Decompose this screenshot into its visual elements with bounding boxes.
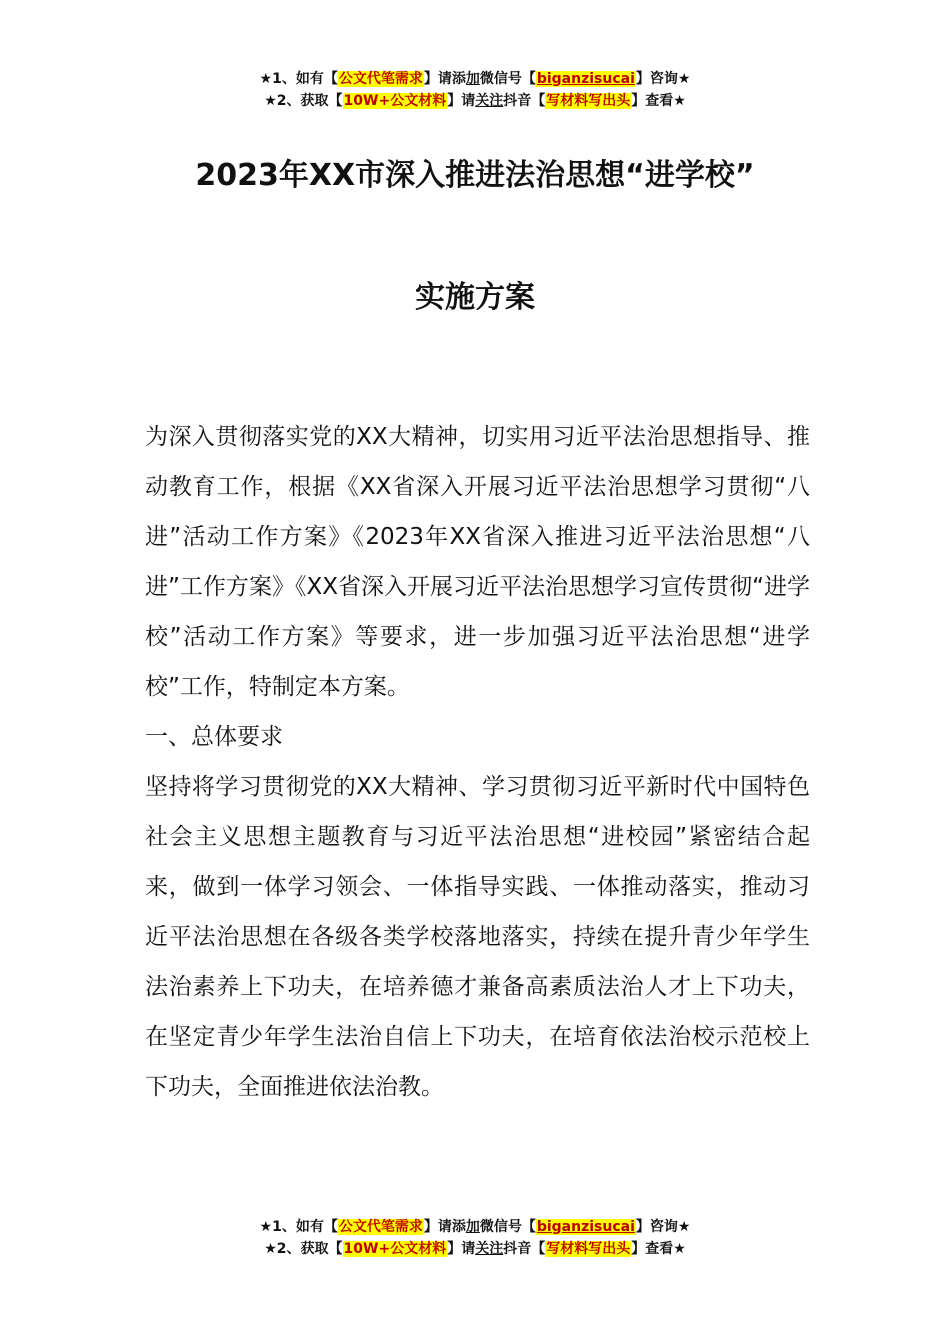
douyin-account-link[interactable]: 写材料写出头 (546, 93, 631, 109)
banner-text: 2、获取【 (276, 1241, 343, 1257)
banner-emphasis: 加 (465, 1219, 480, 1235)
banner-text: 2、获取【 (276, 93, 343, 109)
banner-line-1 (0, 68, 950, 90)
star-icon: ★ (673, 93, 686, 109)
star-icon: ★ (259, 71, 273, 87)
banner-text: 抖音【 (503, 1241, 546, 1257)
wechat-id-link[interactable]: biganzisucai (536, 1219, 635, 1235)
highlight-materials: 10W+公文材料 (343, 93, 447, 109)
banner-emphasis: 关注 (475, 1241, 504, 1257)
star-icon: ★ (264, 1241, 277, 1257)
banner-emphasis: 加 (465, 71, 480, 87)
banner-line-1 (0, 1216, 950, 1238)
banner-text: 】查看 (631, 1241, 674, 1257)
footer-banner (0, 1216, 950, 1260)
banner-text: 微信号【 (479, 71, 536, 87)
section-heading: 一、总体要求 (145, 724, 283, 750)
banner-text: 】咨询 (635, 1219, 678, 1235)
paragraph-requirements: 坚持将学习贯彻党的XX大精神、学习贯彻习近平新时代中国特色社会主义思想主题教育与习近平法治思想“进校园”紧密结合起来，做到一体学习领会、一体指导实践、一体推动落实，推动习近平法治思想在各级各类学校落地落实，持续在提升青少年学生法治素养上下功夫，在培养德才兼备高素质法治人才上下功夫，在坚定青少年学生法治自信上下功夫，在培育依法治校示范校上下功夫，全面推进依法治教。 (145, 774, 810, 1100)
header-banner (0, 68, 950, 112)
star-icon: ★ (673, 1241, 686, 1257)
paragraph-intro: 为深入贯彻落实党的XX大精神，切实用习近平法治思想指导、推动教育工作，根据《XX省深入开展习近平法治思想学习贯彻“八进”活动工作方案》《2023年XX省深入推进习近平法治思想“八进”工作方案》《XX省深入开展习近平法治思想学习宣传贯彻“进学校”活动工作方案》等要求，进一步加强习近平法治思想“进学校”工作，特制定本方案。 (145, 424, 810, 700)
star-icon: ★ (677, 71, 691, 87)
highlight-service: 公文代笔需求 (338, 71, 423, 87)
document-title-line-1: 2023年XX市深入推进法治思想“进学校” (195, 158, 755, 193)
document-body (145, 412, 810, 1112)
banner-text: 】请 (447, 93, 476, 109)
banner-text: 1、如有【 (272, 1219, 338, 1235)
banner-text: 】请添 (423, 1219, 466, 1235)
banner-text: 抖音【 (503, 93, 546, 109)
banner-line-2 (0, 90, 950, 112)
highlight-service: 公文代笔需求 (338, 1219, 423, 1235)
wechat-id-link[interactable]: biganzisucai (536, 71, 635, 87)
douyin-account-link[interactable]: 写材料写出头 (546, 1241, 631, 1257)
star-icon: ★ (677, 1219, 691, 1235)
banner-text: 1、如有【 (272, 71, 338, 87)
banner-text: 】咨询 (635, 71, 678, 87)
banner-text: 】请添 (423, 71, 466, 87)
highlight-materials: 10W+公文材料 (343, 1241, 447, 1257)
document-title-line-2: 实施方案 (415, 280, 535, 315)
banner-text: 】请 (447, 1241, 476, 1257)
banner-line-2 (0, 1238, 950, 1260)
star-icon: ★ (259, 1219, 273, 1235)
banner-text: 微信号【 (479, 1219, 536, 1235)
star-icon: ★ (264, 93, 277, 109)
banner-emphasis: 关注 (475, 93, 504, 109)
banner-text: 】查看 (631, 93, 674, 109)
